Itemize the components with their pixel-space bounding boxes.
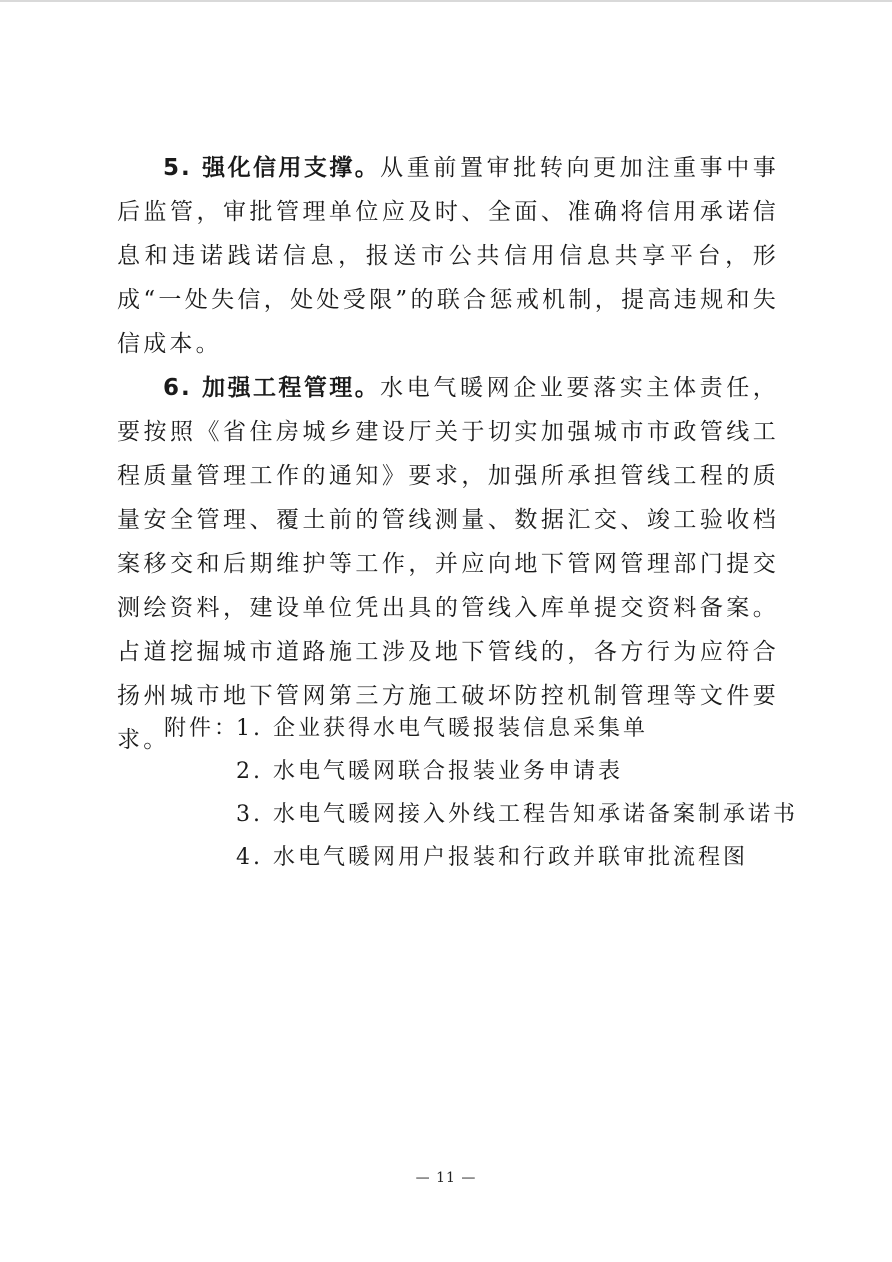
paragraph-credit-support [117,146,779,366]
page-number: — 11 — [415,1170,477,1186]
paragraph-heading: 6. 加强工程管理。 [163,375,381,401]
attachment-row [164,707,798,750]
attachments-list [164,707,798,879]
paragraph-text: 从重前置审批转向更加注重事中事后监管，审批管理单位应及时、全面、准确将信用承诺信息和违诺践诺信息，报送市公共信用信息共享平台，形成“一处失信，处处受限”的联合惩戒机制，提高违规和失信成本。 [117,155,780,357]
attachments-label: 附件： [164,716,240,741]
attachment-item: 2. 水电气暖网联合报装业务申请表 [236,759,623,784]
attachment-row [164,750,798,793]
attachment-item: 4. 水电气暖网用户报装和行政并联审批流程图 [236,845,748,870]
paragraph-heading: 5. 强化信用支撑。 [163,155,381,181]
document-body [117,146,779,762]
attachment-row [164,793,798,836]
paragraph-text: 水电气暖网企业要落实主体责任，要按照《省住房城乡建设厅关于切实加强城市市政管线工程质量管理工作的通知》要求，加强所承担管线工程的质量安全管理、覆土前的管线测量、数据汇交、竣工验收档案移交和后期维护等工作，并应向地下管网管理部门提交测绘资料，建设单位凭出具的管线入库单提交资料备案。占道挖掘城市道路施工涉及地下管线的，各方行为应符合扬州城市地下管网第三方施工破坏防控机制管理等文件要求。 [117,375,780,753]
paragraph-engineering-management [117,366,779,762]
attachment-item: 1. 企业获得水电气暖报装信息采集单 [236,716,648,741]
attachment-item: 3. 水电气暖网接入外线工程告知承诺备案制承诺书 [236,802,798,827]
attachment-row [164,836,798,879]
top-border-line [0,0,892,2]
